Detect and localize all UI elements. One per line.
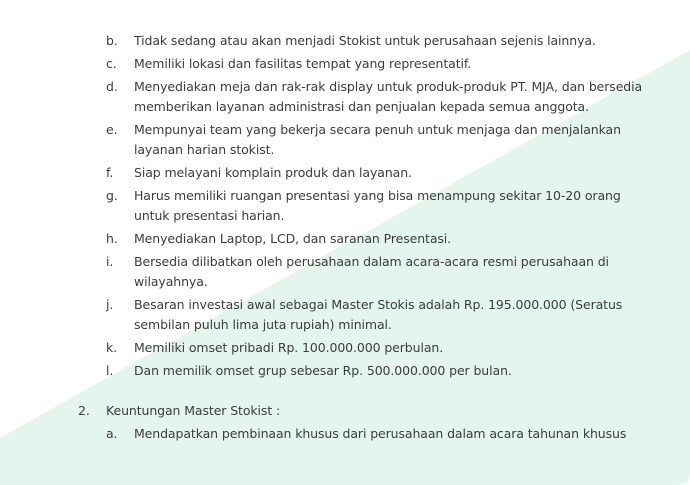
list-item-text: Menyediakan meja dan rak-rak display untuk produk-produk PT. MJA, dan bersedia memberikan layanan administrasi dan penjualan kepada semua anggota. [134, 79, 643, 114]
list-marker: l. [106, 363, 114, 378]
list-marker: f. [106, 165, 114, 180]
list-marker: e. [106, 122, 118, 137]
list-item-text: Tidak sedang atau akan menjadi Stokist untuk perusahaan sejenis lainnya. [134, 33, 596, 48]
list-marker: b. [106, 33, 118, 48]
list-marker: j. [106, 297, 114, 312]
list-item-text: Memiliki omset pribadi Rp. 100.000.000 perbulan. [134, 340, 444, 355]
list-item-text: Harus memiliki ruangan presentasi yang bisa menampung sekitar 10-20 orang untuk presentasi harian. [134, 188, 621, 223]
list-item-text: Dan memilik omset grup sebesar Rp. 500.000.000 per bulan. [134, 363, 512, 378]
list-item-text: Menyediakan Laptop, LCD, dan saranan Presentasi. [134, 231, 452, 246]
list-marker: d. [106, 79, 118, 94]
list-item-text: Siap melayani komplain produk dan layanan. [134, 165, 412, 180]
list-marker: i. [106, 254, 114, 269]
list-item-text: Memiliki lokasi dan fasilitas tempat yang representatif. [134, 56, 472, 71]
list-marker: a. [106, 426, 118, 441]
list-marker: h. [106, 231, 118, 246]
list-marker: g. [106, 188, 118, 203]
list-marker: k. [106, 340, 118, 355]
list-marker: c. [106, 56, 117, 71]
list-item-text: Mempunyai team yang bekerja secara penuh untuk menjaga dan menjalankan layanan harian stokist. [134, 122, 621, 157]
section-number: 2. [78, 403, 90, 418]
section-title: Keuntungan Master Stokist : [106, 403, 281, 418]
list-item-text: Besaran investasi awal sebagai Master Stokis adalah Rp. 195.000.000 (Seratus sembilan puluh lima juta rupiah) minimal. [134, 297, 623, 332]
list-item-text: Mendapatkan pembinaan khusus dari perusahaan dalam acara tahunan khusus [134, 426, 627, 441]
list-item-text: Bersedia dilibatkan oleh perusahaan dalam acara-acara resmi perusahaan di wilayahnya. [134, 254, 609, 289]
